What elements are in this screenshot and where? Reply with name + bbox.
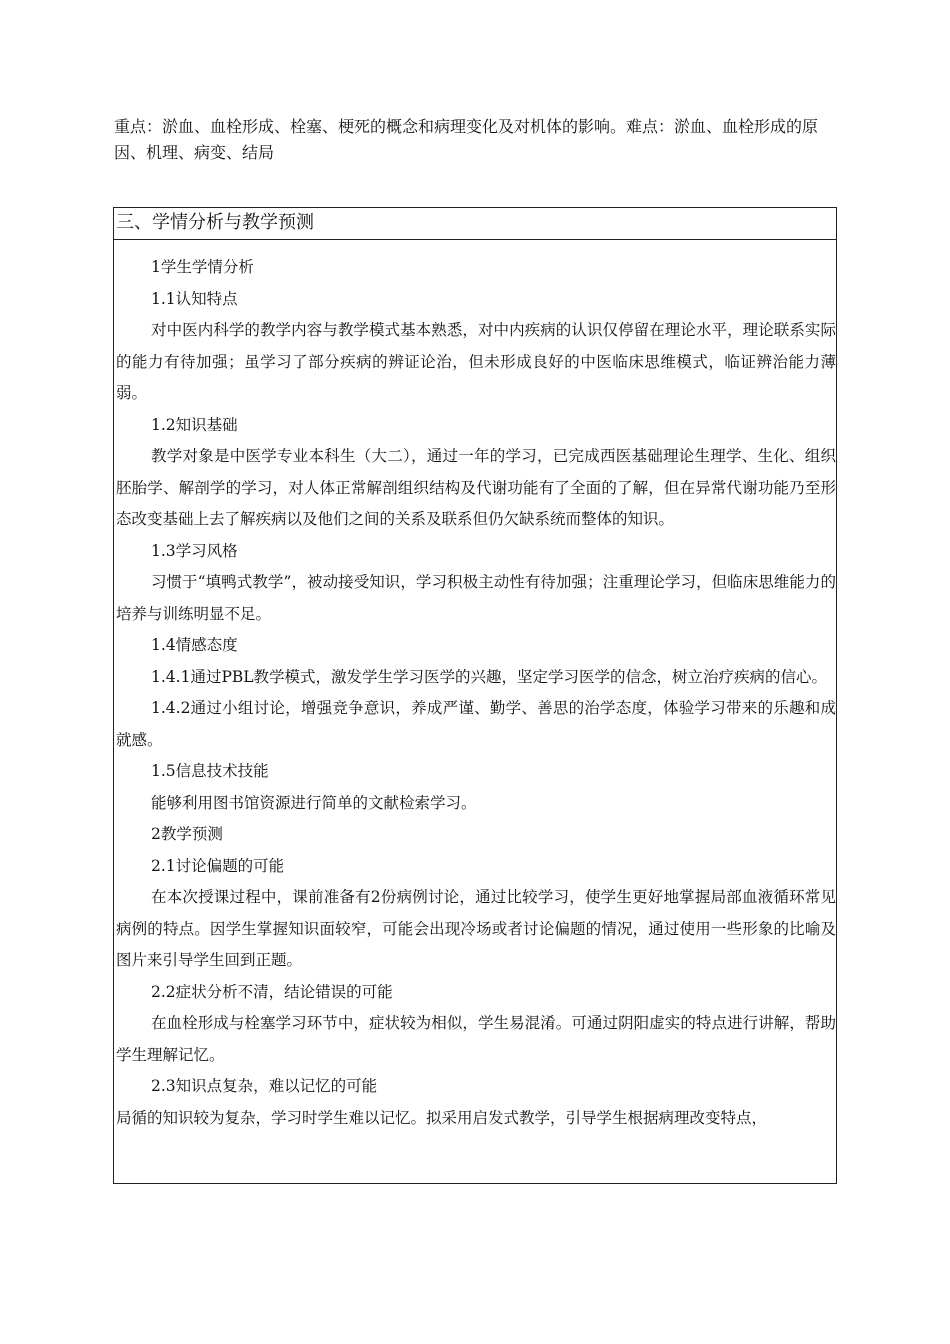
body-paragraph: 对中医内科学的教学内容与教学模式基本熟悉，对中内疾病的认识仅停留在理论水平，理论联系实际的能力有待加强；虽学习了部分疾病的辨证论治，但未形成良好的中医临床思维模式，临证辨治能力薄弱。 xyxy=(116,321,836,402)
body-paragraph: 习惯于“填鸭式教学”，被动接受知识，学习积极主动性有待加强；注重理论学习，但临床思维能力的培养与训练明显不足。 xyxy=(116,573,836,623)
key-points-paragraph: 重点：淤血、血栓形成、栓塞、梗死的概念和病理变化及对机体的影响。难点：淤血、血栓形成的原因、机理、病变、结局 xyxy=(114,117,819,162)
subheading: 1.1认知特点 xyxy=(151,289,238,308)
subheading: 1.5信息技术技能 xyxy=(151,762,269,780)
subheading: 1.2知识基础 xyxy=(151,415,238,434)
body-paragraph: 在本次授课过程中，课前准备有2份病例讨论，通过比较学习，使学生更好地掌握局部血液循环常见病例的特点。因学生掌握知识面较窄，可能会出现冷场或者讨论偏题的情况，通过使用一些形象的比喻及图片来引导学生回到正题。 xyxy=(116,888,836,969)
subheading: 1学生学情分析 xyxy=(151,258,254,276)
body-paragraph: 1.4.1通过PBL教学模式，激发学生学习医学的兴趣，坚定学习医学的信念，树立治疗疾病的信心。 xyxy=(151,667,828,686)
section-title: 三、学情分析与教学预测 xyxy=(114,208,836,240)
body-paragraph: 在血栓形成与栓塞学习环节中，症状较为相似，学生易混淆。可通过阴阳虚实的特点进行讲解，帮助学生理解记忆。 xyxy=(116,1014,836,1064)
subheading: 2.3知识点复杂，难以记忆的可能 xyxy=(151,1077,378,1095)
body-paragraph: 局循的知识较为复杂，学习时学生难以记忆。拟采用启发式教学，引导学生根据病理改变特点， xyxy=(116,1108,768,1127)
subheading: 1.4情感态度 xyxy=(151,636,238,654)
subheading: 2.1讨论偏题的可能 xyxy=(151,856,285,875)
learning-analysis-section xyxy=(113,207,837,1184)
subheading: 1.3学习风格 xyxy=(151,541,238,560)
subheading: 2.2症状分析不清，结论错误的可能 xyxy=(151,982,393,1001)
body-paragraph: 教学对象是中医学专业本科生（大二），通过一年的学习，已完成西医基础理论生理学、生化、组织胚胎学、解剖学的学习，对人体正常解剖组织结构及代谢功能有了全面的了解，但在异常代谢功能乃至形态改变基础上去了解疾病以及他们之间的关系及联系但仍欠缺系统而整体的知识。 xyxy=(116,447,836,528)
subheading: 2教学预测 xyxy=(151,825,223,843)
body-paragraph: 1.4.2通过小组讨论，增强竞争意识，养成严谨、勤学、善思的治学态度，体验学习带来的乐趣和成就感。 xyxy=(116,699,836,749)
section-body xyxy=(116,252,836,1134)
body-paragraph: 能够利用图书馆资源进行简单的文献检索学习。 xyxy=(151,793,477,812)
